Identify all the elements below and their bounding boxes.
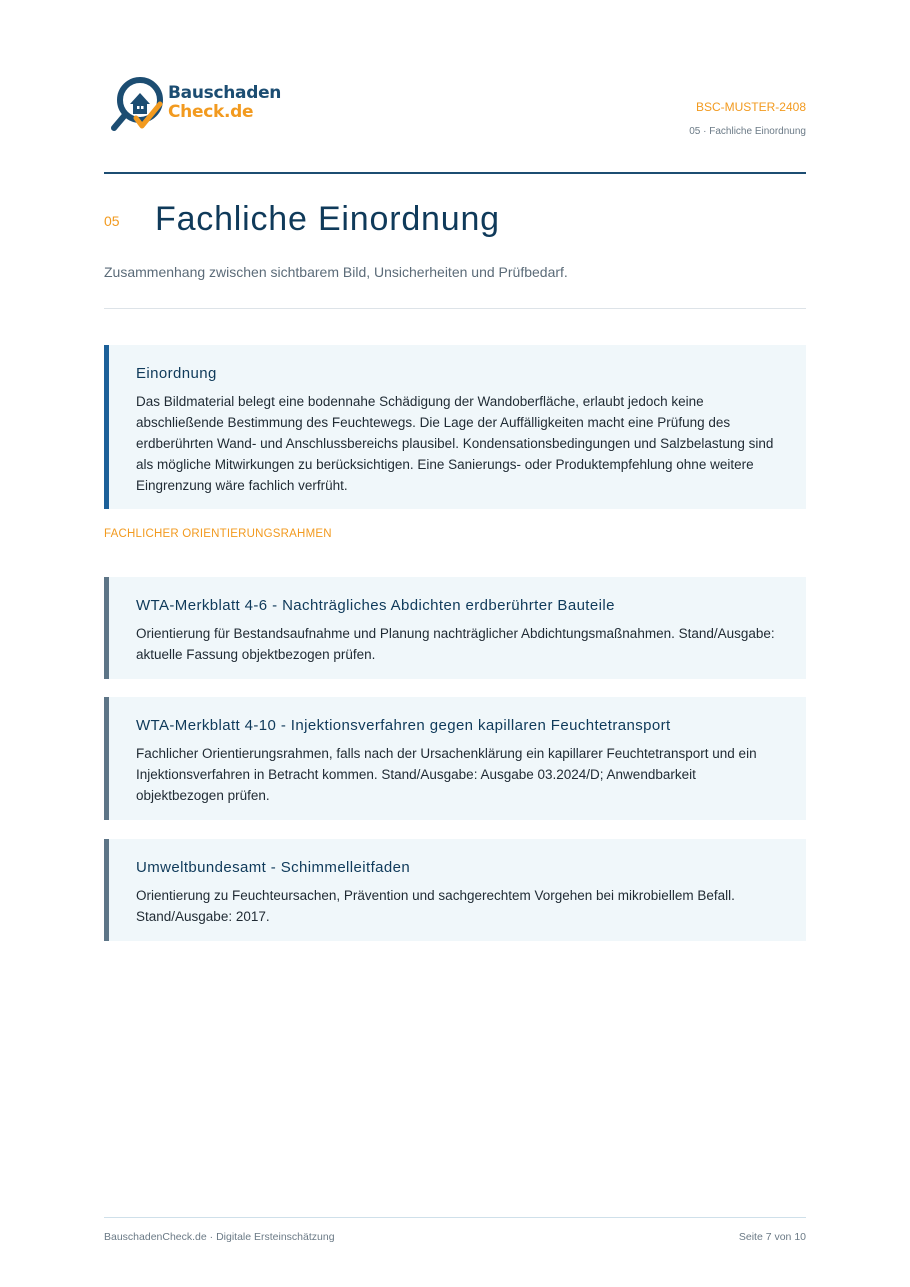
magnifier-house-check-icon: [108, 74, 170, 138]
footer-company: BauschadenCheck.de · Digitale Ersteinschätzung: [104, 1231, 335, 1243]
logo-line-2: Check.de: [168, 102, 254, 122]
reference-body: Orientierung zu Feuchteursachen, Prävention und sachgerechtem Vorgehen bei mikrobiellem Befall. Stand/Ausgabe: 2017.: [136, 888, 735, 924]
reference-card: [104, 839, 806, 941]
reference-card: [104, 577, 806, 679]
page-footer: [104, 1217, 806, 1243]
assessment-body: Das Bildmaterial belegt eine bodennahe Schädigung der Wandoberfläche, erlaubt jedoch keine abschließende Bestimmung des Feuchtewegs. Die Lage der Auffälligkeiten macht eine Prüfung des erdberührten Wand- und Anschlussbereichs plausibel. Kondensationsbedingungen und Salzbelastung sind als mögliche Mitwirkungen zu berücksichtigen. Eine Sanierungs- oder Produktempfehlung ohne weitere Eingrenzung wäre fachlich verfrüht.: [136, 394, 774, 493]
divider: [104, 308, 806, 309]
reference-title: WTA-Merkblatt 4-6 - Nachträgliches Abdichten erdberührter Bauteile: [136, 597, 615, 614]
logo-line-1: Bauschaden: [168, 83, 282, 103]
reference-card: [104, 697, 806, 820]
document-id: BSC-MUSTER-2408: [695, 100, 806, 114]
page-header: [104, 72, 806, 174]
reference-title: WTA-Merkblatt 4-10 - Injektionsverfahren gegen kapillaren Feuchtetransport: [136, 717, 671, 734]
section-subtitle: Zusammenhang zwischen sichtbarem Bild, Unsicherheiten und Prüfbedarf.: [104, 264, 568, 280]
section-title: Fachliche Einordnung: [155, 200, 500, 238]
reference-body: Orientierung für Bestandsaufnahme und Planung nachträglicher Abdichtungsmaßnahmen. Stand/Ausgabe: aktuelle Fassung objektbezogen prüfen.: [136, 626, 775, 662]
section-number: 05: [104, 213, 120, 229]
references-label: FACHLICHER ORIENTIERUNGSRAHMEN: [104, 528, 332, 540]
page-number: Seite 7 von 10: [738, 1231, 806, 1243]
header-section-ref: 05 · Fachliche Einordnung: [689, 126, 806, 137]
assessment-callout: [104, 345, 806, 509]
assessment-title: Einordnung: [136, 365, 217, 382]
reference-title: Umweltbundesamt - Schimmelleitfaden: [136, 859, 411, 876]
company-logo: [108, 74, 282, 138]
logo-wordmark: [168, 84, 281, 122]
reference-body: Fachlicher Orientierungsrahmen, falls nach der Ursachenklärung ein kapillarer Feuchtetransport und ein Injektionsverfahren in Betracht kommen. Stand/Ausgabe: Ausgabe 03.2024/D; Anwendbarkeit objektbezogen prüfen.: [136, 746, 757, 803]
